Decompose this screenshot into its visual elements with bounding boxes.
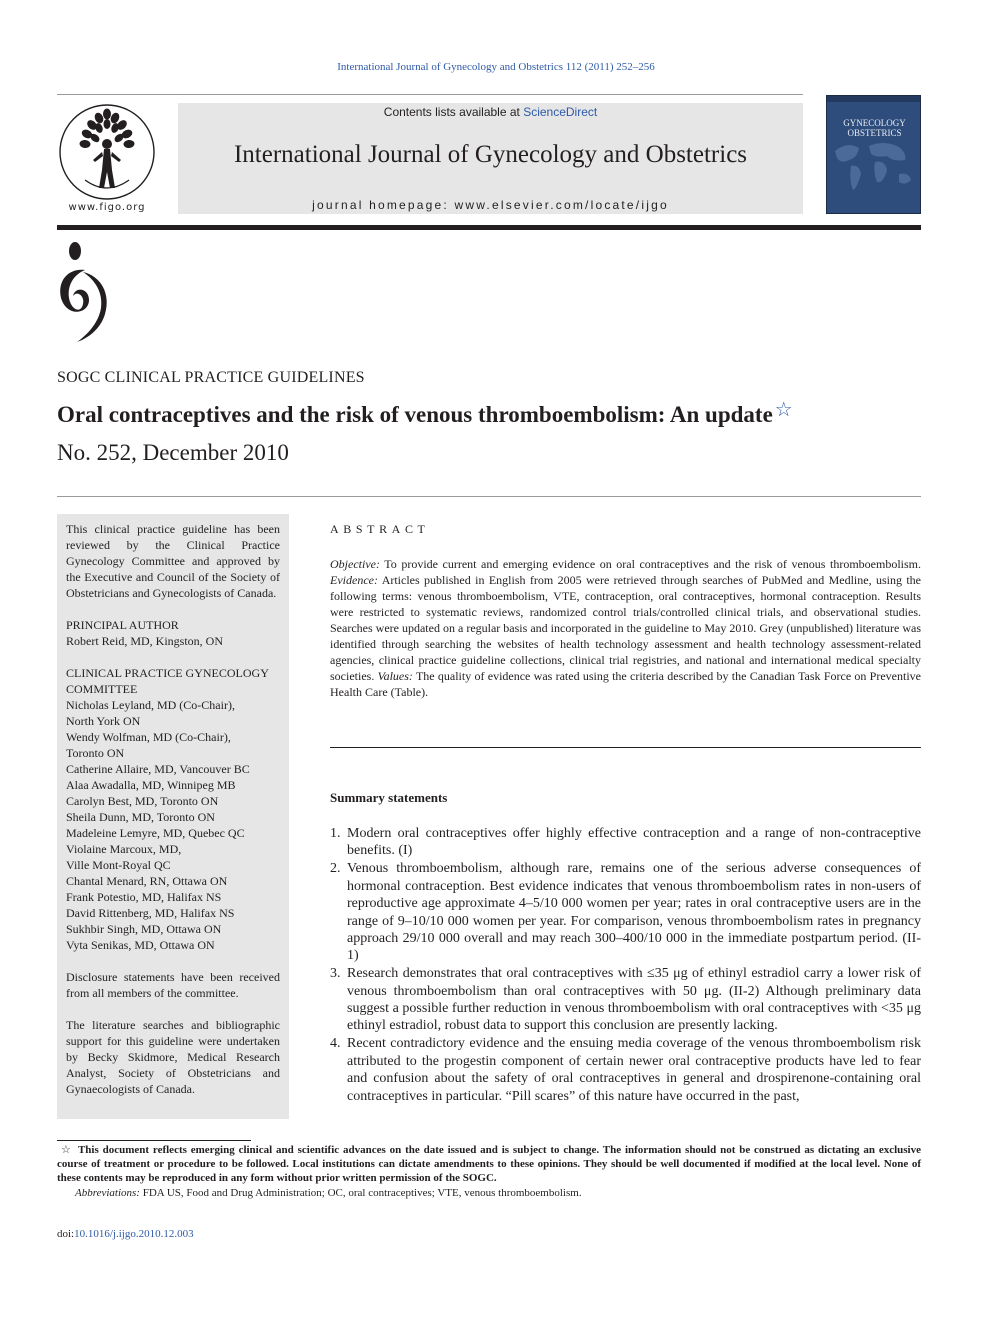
header-divider bbox=[57, 94, 803, 95]
item-text: Recent contradictory evidence and the ensuing media coverage of the venous thromboembolism risk attributed to the progestin component of certain newer oral contraceptive products have led to fear and confusion about the safety of oral contraceptives in general and drospirenone-containing oral contraceptives in particular. “Pill scares” of this nature have occurred in the past, bbox=[347, 1036, 921, 1104]
journal-citation[interactable]: International Journal of Gynecology and Obstetrics 112 (2011) 252–256 bbox=[337, 61, 655, 73]
list-item bbox=[330, 1035, 921, 1105]
disclosure-note: Disclosure statements have been received from all members of the committee. bbox=[66, 970, 280, 1000]
evidence-text: Articles published in English from 2005 were retrieved through searches of PubMed and Medline, using the following terms: venous thromboembolism, VTE, contraception, oral contraceptives, hormonal contraception. Results were restricted to systematic reviews, randomized control trials/controlled clinical trials, and observational studies. Searches were updated on a regular basis and incorporated in the guideline to May 2010. Grey (unpublished) literature was identified through searching the websites of health technology assessment and health technology assessment-related agencies, clinical practice guideline collections, clinical trial registries, and national and international medical specialty societies. bbox=[330, 573, 921, 683]
contents-line bbox=[178, 105, 803, 119]
journal-title: International Journal of Gynecology and Obstetrics bbox=[233, 141, 748, 168]
list-item bbox=[330, 860, 921, 964]
doi-prefix: doi: bbox=[57, 1228, 75, 1240]
figo-logo bbox=[55, 100, 159, 216]
committee-block bbox=[66, 665, 280, 953]
summary-list bbox=[330, 825, 921, 1106]
abstract-divider bbox=[330, 747, 921, 748]
list-item bbox=[330, 965, 921, 1035]
committee-member: Alaa Awadalla, MD, Winnipeg MB bbox=[66, 778, 236, 792]
committee-member: Toronto ON bbox=[66, 746, 125, 760]
sidebar-text bbox=[66, 521, 280, 1113]
principal-author: Robert Reid, MD, Kingston, ON bbox=[66, 634, 223, 648]
values-label: Values: bbox=[377, 669, 413, 683]
doi-link[interactable]: 10.1016/j.ijgo.2010.12.003 bbox=[74, 1228, 194, 1240]
contents-prefix: Contents lists available at bbox=[383, 105, 524, 119]
committee-member: Chantal Menard, RN, Ottawa ON bbox=[66, 874, 228, 888]
committee-label: CLINICAL PRACTICE GYNECOLOGY COMMITTEE bbox=[66, 666, 269, 696]
committee-member: Sheila Dunn, MD, Toronto ON bbox=[66, 810, 215, 824]
sogc-logo bbox=[55, 242, 111, 344]
list-item bbox=[330, 825, 921, 860]
committee-member: Carolyn Best, MD, Toronto ON bbox=[66, 794, 219, 808]
values-text: The quality of evidence was rated using the criteria described by the Canadian Task Force on Preventive Health Care (Table). bbox=[330, 669, 921, 699]
committee-member: David Rittenberg, MD, Halifax NS bbox=[66, 906, 235, 920]
review-note: This clinical practice guideline has been reviewed by the Clinical Practice Gynecology Committee and approved by the Executive and Council of the Society of Obstetricians and Gynecologists of Canada. bbox=[66, 522, 280, 600]
item-text: Modern oral contraceptives offer highly effective contraception and a range of non-contraceptive benefits. (I) bbox=[347, 826, 921, 859]
footnote bbox=[57, 1143, 921, 1185]
doi-line bbox=[57, 1228, 194, 1240]
abbreviations-label: Abbreviations: bbox=[75, 1187, 140, 1199]
committee-member: Catherine Allaire, MD, Vancouver BC bbox=[66, 762, 250, 776]
journal-homepage[interactable]: journal homepage: www.elsevier.com/locate/ijgo bbox=[312, 198, 669, 212]
issue-line: No. 252, December 2010 bbox=[57, 440, 289, 465]
objective-text: To provide current and emerging evidence on oral contraceptives and the risk of venous thromboembolism. bbox=[379, 557, 921, 571]
abstract-body bbox=[330, 556, 921, 700]
abstract-heading: ABSTRACT bbox=[330, 522, 430, 536]
principal-author-label: PRINCIPAL AUTHOR bbox=[66, 618, 179, 632]
committee-member: Nicholas Leyland, MD (Co-Chair), bbox=[66, 698, 235, 712]
committee-member: Frank Potestio, MD, Halifax NS bbox=[66, 890, 222, 904]
evidence-label: Evidence: bbox=[330, 573, 378, 587]
abbreviations bbox=[75, 1186, 921, 1200]
item-text: Venous thromboembolism, although rare, remains one of the serious adverse consequences of hormonal contraception. Best evidence indicates that venous thromboembolism rates in non-users of reproductive age approximate 4–5/10 000 women per year; rates in oral contraceptive users are in the range of 9–10/10 000 women per year. For comparison, venous thromboembolism rates in pregnancy approach 29/10 000 overall and may reach 300–400/10 000 in the immediate postpartum period. (II-1) bbox=[347, 861, 921, 964]
star-footnote-icon[interactable]: ☆ bbox=[774, 399, 793, 421]
committee-member: Vyta Senikas, MD, Ottawa ON bbox=[66, 938, 215, 952]
article-title-text: Oral contraceptives and the risk of venous thromboembolism: An update bbox=[57, 402, 773, 427]
article-title bbox=[57, 397, 793, 428]
abbreviations-text: FDA US, Food and Drug Administration; OC, oral contraceptives; VTE, venous thromboembolism. bbox=[139, 1187, 582, 1199]
sciencedirect-link[interactable]: ScienceDirect bbox=[523, 105, 598, 119]
item-number: 1. bbox=[330, 826, 341, 841]
footnote-rule bbox=[57, 1140, 251, 1141]
world-map-icon bbox=[827, 96, 921, 214]
item-number: 4. bbox=[330, 1036, 341, 1052]
footnote-text: This document reflects emerging clinical and scientific advances on the date issued and is subject to change. The information should not be construed as dictating an exclusive course of treatment or procedure to be followed. Local institutions can dictate amendments to these opinions. They should be well documented if modified at the local level. None of these contents may be reproduced in any form without prior written permission of the SOGC. bbox=[57, 1144, 921, 1184]
committee-member: North York ON bbox=[66, 714, 141, 728]
item-number: 3. bbox=[330, 966, 341, 982]
summary-heading: Summary statements bbox=[330, 790, 448, 805]
title-divider bbox=[57, 496, 921, 497]
literature-note: The literature searches and bibliographic support for this guideline were undertaken by Becky Skidmore, Medical Research Analyst, Society of Obstetricians and Gynaecologists of Canada. bbox=[66, 1018, 280, 1096]
cover-title: GYNECOLOGY OBSTETRICS bbox=[843, 118, 906, 138]
item-number: 2. bbox=[330, 861, 341, 877]
header-thick-rule bbox=[57, 225, 921, 230]
committee-member: Violaine Marcoux, MD, bbox=[66, 842, 182, 856]
committee-member: Madeleine Lemyre, MD, Quebec QC bbox=[66, 826, 245, 840]
footnote-star-icon: ☆ bbox=[61, 1144, 72, 1156]
journal-cover-thumbnail bbox=[826, 95, 921, 214]
objective-label: Objective: bbox=[330, 557, 380, 571]
series-label: SOGC CLINICAL PRACTICE GUIDELINES bbox=[57, 369, 365, 386]
committee-member: Ville Mont-Royal QC bbox=[66, 858, 171, 872]
figo-url[interactable]: www.figo.org bbox=[68, 202, 146, 213]
principal-author-block bbox=[66, 617, 280, 649]
committee-member: Wendy Wolfman, MD (Co-Chair), bbox=[66, 730, 231, 744]
item-text: Research demonstrates that oral contraceptives with ≤35 μg of ethinyl estradiol carry a lower risk of venous thromboembolism than oral contraceptives with 50 μg. (II-2) Although preliminary data suggest a possible further reduction in venous thromboembolism with oral contraceptives with <35 μg ethinyl estradiol, robust data to support this conclusion are presently lacking. bbox=[347, 966, 921, 1034]
committee-member: Sukhbir Singh, MD, Ottawa ON bbox=[66, 922, 222, 936]
